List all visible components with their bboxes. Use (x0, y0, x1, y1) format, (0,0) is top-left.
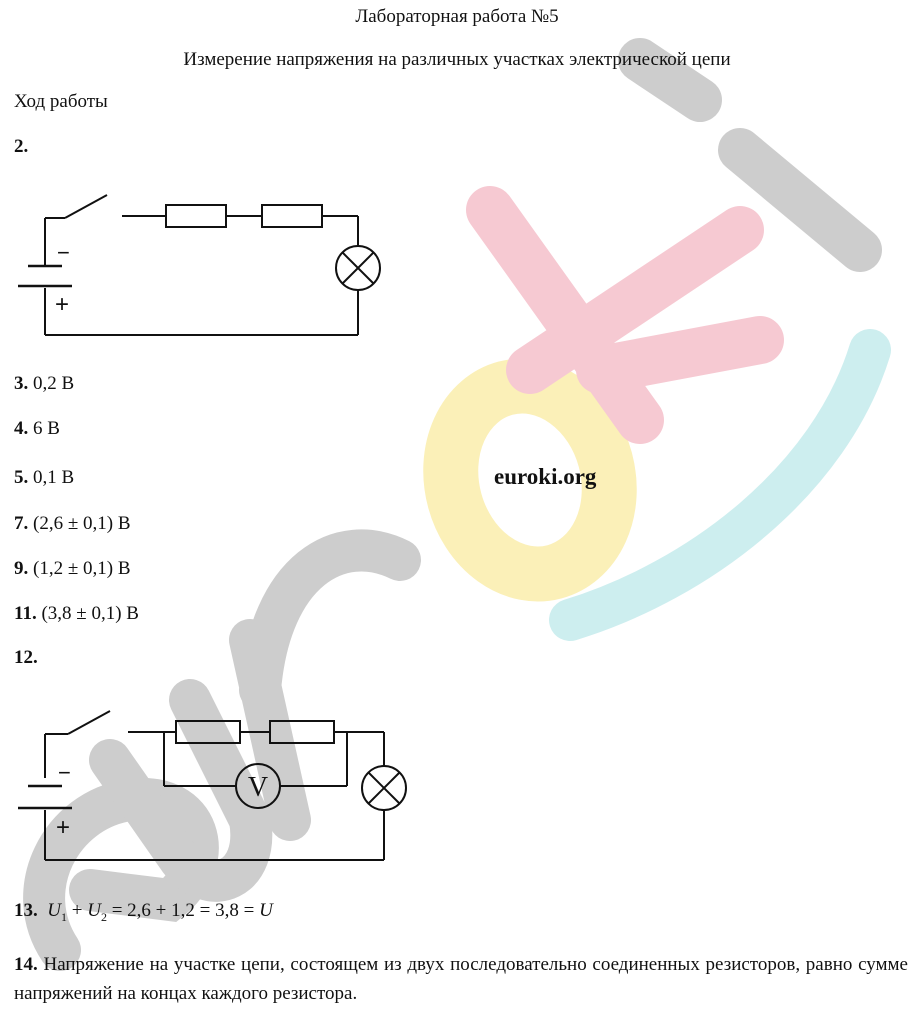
resistor-2 (270, 721, 334, 743)
item-number: 11. (14, 603, 37, 624)
item-text: (1,2 ± 0,1) В (33, 558, 131, 579)
answer-item-7 (14, 513, 131, 535)
answer-item-9 (14, 558, 131, 580)
item-number: 3. (14, 373, 29, 394)
item-number: 5. (14, 467, 29, 488)
resistor-2 (262, 205, 322, 227)
circuit-diagram-2 (0, 700, 420, 870)
answer-item-4 (14, 418, 60, 440)
item-text: (3,8 ± 0,1) В (41, 603, 139, 624)
formula-item: 13. $U_1 + U_2 = 2,6 + 1,2 = 3,8 = U$ (14, 900, 273, 924)
answer-item-5 (14, 467, 74, 489)
conclusion-text: Напряжение на участке цепи, состоящем из двух последовательно соединенных резисторов, равно сумме напряжений на концах каждого резистора. (14, 954, 908, 1004)
resistor-1 (166, 205, 226, 227)
item-number: 2. (14, 136, 29, 157)
battery-minus-sign: − (57, 240, 70, 265)
switch-blade (68, 711, 110, 734)
answer-item-3 (14, 373, 74, 395)
circuit-diagram-1 (0, 180, 400, 350)
item-number: 14. (14, 954, 38, 975)
site-name: euroki.org (494, 464, 597, 489)
item-number: 4. (14, 418, 29, 439)
item-text: 0,1 В (33, 467, 75, 488)
switch-blade (65, 195, 107, 218)
lab-subtitle: Измерение напряжения на различных участках электрической цепи (183, 49, 731, 70)
battery-minus-sign: − (58, 760, 71, 785)
voltmeter-label: V (247, 772, 269, 803)
section-heading: Ход работы (14, 91, 108, 112)
item-text: 6 В (33, 418, 60, 439)
item-text: 0,2 В (33, 373, 75, 394)
conclusion-item (14, 950, 908, 1008)
resistor-1 (176, 721, 240, 743)
watermark-letter-k (490, 210, 760, 420)
answer-item-11 (14, 603, 139, 625)
item-number: 7. (14, 513, 29, 534)
lab-title: Лабораторная работа №5 (355, 6, 559, 27)
item-number: 13. (14, 900, 38, 921)
battery-plus-sign: + (55, 291, 70, 318)
formula-text: = 2,6 + 1,2 = 3,8 = (111, 900, 260, 921)
item-number: 12. (14, 647, 38, 668)
item-text: (2,6 ± 0,1) В (33, 513, 131, 534)
battery-plus-sign: + (56, 814, 71, 841)
item-number: 9. (14, 558, 29, 579)
